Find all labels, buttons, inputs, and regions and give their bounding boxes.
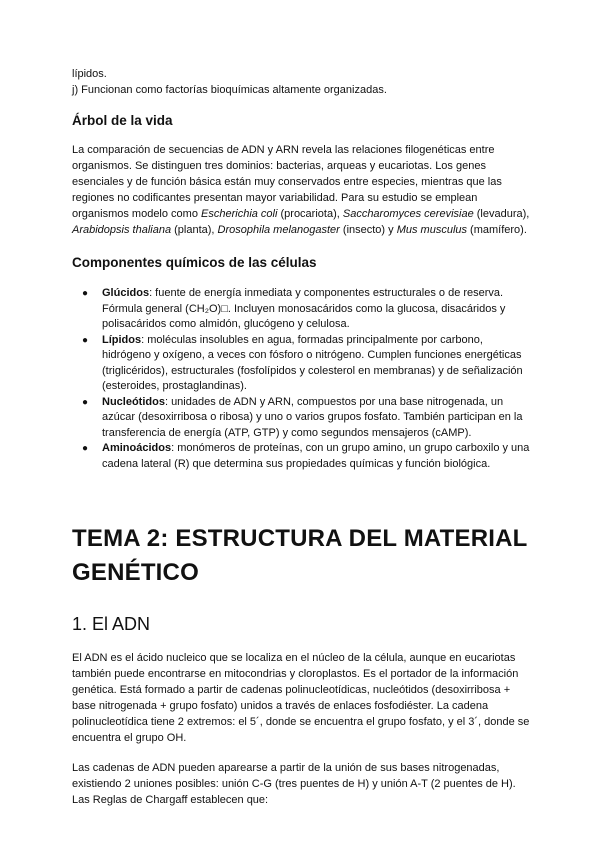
organism-name: Arabidopsis thaliana bbox=[72, 224, 172, 236]
section-heading-adn: 1. El ADN bbox=[72, 614, 151, 634]
components-list-wrap bbox=[72, 286, 532, 472]
page-content bbox=[72, 66, 532, 808]
components-list bbox=[82, 286, 532, 472]
chapter-title: TEMA 2: ESTRUCTURA DEL MATERIAL GENÉTICO bbox=[72, 525, 528, 586]
organism-desc: (levadura), bbox=[473, 208, 530, 220]
list-item-term: Aminoácidos bbox=[102, 442, 172, 454]
organism-name: Saccharomyces cerevisiae bbox=[342, 208, 474, 220]
list-item bbox=[82, 333, 532, 395]
organism-name: Mus musculus bbox=[396, 224, 467, 236]
adn-paragraph: El ADN es el ácido nucleico que se localiza en el núcleo de la célula, aunque en eucariotas también puede encontrarse en mitocondrias y cloroplastos. Es el portador de la información genética. Está formado a partir de cadenas polinucleotídicas, nucleótidos (desoxirribosa + base nitrogenada + grupo fosfato) unidos a través de enlaces fosfodiéster. La cadena polinucleotídica tiene 2 extremos: el 5´, donde se encuentra el grupo fosfato, y el 3´, donde se encuentra el grupo OH. bbox=[72, 652, 530, 744]
cadenas-paragraph: Las cadenas de ADN pueden aparearse a partir de la unión de sus bases nitrogenadas, existiendo 2 uniones posibles: unión C-G (tres puentes de H) y unión A-T (2 puentes de H). Las Reglas de Chargaff establecen que: bbox=[72, 762, 516, 806]
intro-line: j) Funcionan como factorías bioquímicas altamente organizadas. bbox=[72, 84, 387, 96]
list-item-term: Lípidos bbox=[102, 333, 142, 346]
organism-desc: (mamífero). bbox=[467, 224, 527, 236]
bullet-icon: ● bbox=[82, 396, 89, 408]
intro-line: lípidos. bbox=[72, 68, 107, 80]
intro-block bbox=[72, 66, 532, 98]
organism-desc: (insecto) y bbox=[339, 224, 397, 236]
section-heading-componentes: Componentes químicos de las células bbox=[72, 255, 317, 270]
section-heading-arbol: Árbol de la vida bbox=[72, 113, 173, 128]
list-item-text: : monómeros de proteínas, con un grupo amino, un grupo carboxilo y una cadena lateral (R) que determina sus propiedades químicas y función biológica. bbox=[102, 442, 530, 470]
bullet-icon: ● bbox=[82, 334, 89, 346]
list-item-text: : fuente de energía inmediata y componentes estructurales o de reserva. Fórmula general (CH₂O)□. Incluyen monosacáridos como la glucosa, disacáridos y polisacáridos como almidón, glucógeno y celulosa. bbox=[102, 287, 506, 330]
list-item-term: Glúcidos bbox=[102, 287, 150, 299]
list-item bbox=[82, 441, 532, 472]
list-item-text: : unidades de ADN y ARN, compuestos por una base nitrogenada, un azúcar (desoxirribosa o ribosa) y uno o varios grupos fosfato. También participan en la transferencia de energía (ATP, GTP) y como segundos mensajeros (cAMP). bbox=[102, 395, 523, 439]
list-item bbox=[82, 286, 532, 333]
organism-name: Drosophila melanogaster bbox=[217, 224, 340, 236]
list-item-term: Nucleótidos bbox=[102, 395, 165, 408]
bullet-icon: ● bbox=[82, 288, 89, 299]
bullet-icon: ● bbox=[82, 443, 89, 454]
arbol-paragraph bbox=[72, 142, 532, 238]
list-item-text: : moléculas insolubles en agua, formadas principalmente por carbono, hidrógeno y oxígeno, a veces con fósforo o nitrógeno. Cumplen funciones energéticas (triglicéridos), estructurales (fosfolípidos y colesterol en membranas) y de señalización (esteroides, prostaglandinas). bbox=[102, 333, 523, 392]
organism-name: Escherichia coli bbox=[201, 208, 278, 220]
arbol-text: La comparación de secuencias de ADN y ARN revela las relaciones filogenéticas entre organismos. Se distinguen tres dominios: bacterias, arqueas y eucariotas. Los genes esenciales y de función básica están muy conservados entre especies, mientras que las regiones no codificantes presentan mayor variabilidad. Para su estudio se emplean organismos modelo como bbox=[72, 144, 502, 220]
organism-desc: (planta), bbox=[171, 224, 218, 236]
organism-desc: (procariota), bbox=[277, 208, 343, 220]
list-item bbox=[82, 395, 532, 442]
